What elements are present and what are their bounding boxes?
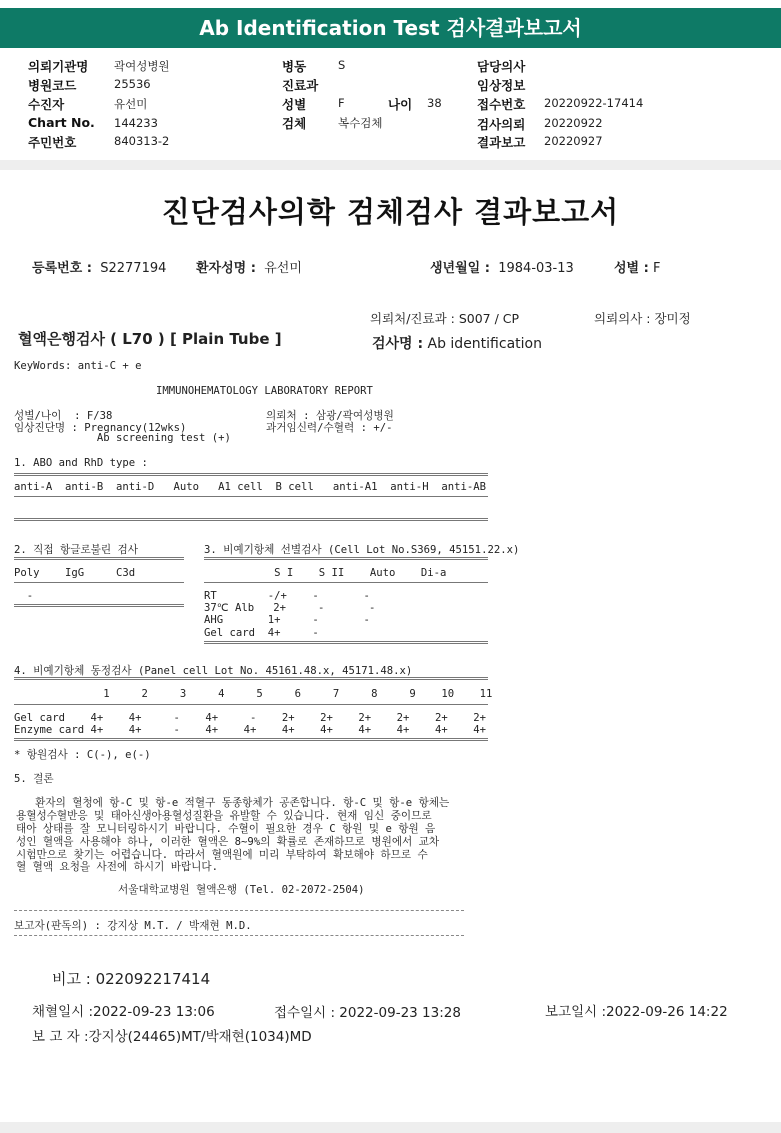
conclusion-line: 시험만으로 찾기는 어렵습니다. 따라서 혈액원에 미리 부탁하여 확보해야 하므로 수	[16, 849, 428, 861]
age-value: 38	[427, 96, 442, 110]
dat-top-rule	[14, 557, 184, 560]
receipt-time: 접수일시 : 2022-09-23 13:28	[274, 1005, 461, 1021]
section-title: 혈액은행검사 ( L70 ) [ Plain Tube ]	[18, 330, 282, 348]
reporter-bottom-rule	[14, 935, 464, 936]
blood-bank-contact: 서울대학교병원 혈액은행 (Tel. 02-2072-2504)	[118, 884, 365, 896]
hospital-label: 의뢰기관명	[28, 59, 89, 74]
test-name-value: Ab identification	[427, 336, 542, 352]
age-label: 나이	[388, 97, 413, 112]
resident-no-label: 주민번호	[28, 135, 77, 150]
sex-label: 성별	[282, 97, 307, 112]
keywords: KeyWords: anti-C + e	[14, 360, 142, 372]
birth-date-label: 생년월일 :	[430, 261, 490, 276]
request-date-label: 검사의뢰	[477, 117, 526, 132]
info-diagnosis: 임상진단명 : Pregnancy(12wks)	[14, 422, 187, 434]
panel-row-enzyme: Enzyme card 4+ 4+ - 4+ 4+ 4+ 4+ 4+ 4+ 4+ 4+	[14, 724, 486, 736]
footer-reporter	[32, 1025, 312, 1045]
requesting-doctor: 의뢰의사 : 장미정	[594, 311, 691, 326]
dat-headers: Poly IgG C3d	[14, 567, 136, 579]
dat-value: -	[14, 590, 34, 602]
resident-no-value: 840313-2	[114, 134, 170, 148]
collection-time: 채혈일시 :2022-09-23 13:06	[32, 1004, 215, 1020]
report-sex-value: F	[652, 261, 661, 276]
dat-mid-rule	[14, 582, 184, 583]
panel-mid-rule	[14, 704, 488, 705]
screening-row: AHG 1+ - -	[204, 614, 370, 626]
ward-label: 병동	[282, 59, 307, 74]
clinical-info-label: 임상정보	[477, 78, 526, 93]
report-sex	[614, 257, 660, 276]
registration-number	[32, 257, 166, 276]
report-sex-label: 성별 :	[614, 261, 649, 276]
screening-row: 37℃ Alb 2+ - -	[204, 602, 376, 614]
conclusion-line: 태아 상태를 잘 모니터링하시기 바랍니다. 수혈이 필요한 경우 C 항원 및 e 항원 음	[16, 823, 436, 835]
panel-bottom-rule	[14, 738, 488, 741]
patient-name-label: 환자성명 :	[196, 261, 256, 276]
note-value: 022092217414	[95, 970, 211, 988]
chart-no-label: Chart No.	[28, 115, 95, 130]
chart-no-value: 144233	[114, 116, 158, 130]
specimen-label: 검체	[282, 116, 307, 131]
document-title: 진단검사의학 검체검사 결과보고서	[161, 195, 620, 229]
abo-headers: anti-A anti-B anti-D Auto A1 cell B cell anti-A1 anti-H anti-AB	[14, 481, 486, 493]
report-title-bar: Ab Identification Test 검사결과보고서	[0, 8, 781, 48]
header-divider	[0, 160, 781, 170]
patient-label: 수진자	[28, 97, 65, 112]
doctor-label: 담당의사	[477, 59, 526, 74]
panel-section-title: 4. 비예기항체 동정검사 (Panel cell Lot No. 45161.48.x, 45171.48.x)	[14, 665, 413, 677]
panel-headers: 1 2 3 4 5 6 7 8 9 10 11	[14, 688, 493, 700]
patient-name	[196, 257, 302, 276]
test-name	[372, 333, 542, 353]
request-date-value: 20220922	[544, 116, 603, 130]
conclusion-title: 5. 결론	[14, 773, 54, 785]
report-time: 보고일시 :2022-09-26 14:22	[545, 1004, 728, 1020]
hospital-code-label: 병원코드	[28, 78, 77, 93]
receipt-no-value: 20220922-17414	[544, 96, 644, 110]
result-date-label: 결과보고	[477, 135, 526, 150]
screening-bottom-rule	[204, 641, 488, 644]
birth-date	[430, 257, 574, 276]
abo-bottom-rule	[14, 518, 488, 521]
screening-row: RT -/+ - -	[204, 590, 370, 602]
birth-date-value: 1984-03-13	[498, 261, 574, 276]
abo-top-rule	[14, 473, 488, 476]
info-sex-age: 성별/나이 : F/38	[14, 410, 113, 422]
info-history: 과거임신력/수혈력 : +/-	[266, 422, 393, 434]
conclusion-line: 용혈성수혈반응 및 태아신생아용혈성질환을 유발할 수 있습니다. 현재 임신 중이므로	[16, 810, 432, 822]
department-label: 진료과	[282, 78, 319, 93]
header-info	[0, 55, 781, 153]
reporter-line: 보고자(판독의) : 강지상 M.T. / 박재현 M.D.	[14, 920, 252, 932]
result-date-value: 20220927	[544, 134, 603, 148]
patient-value: 유선미	[114, 97, 148, 111]
footer-reporter-value: 강지상(24465)MT/박재현(1034)MD	[88, 1029, 312, 1045]
footer-reporter-label: 보 고 자 :	[32, 1029, 89, 1045]
hospital-value: 곽여성병원	[114, 59, 170, 73]
test-name-label: 검사명 :	[372, 336, 424, 352]
specimen-value: 복수검체	[338, 116, 383, 130]
screening-row: Gel card 4+ -	[204, 627, 319, 639]
conclusion-line: 성인 혈액을 사용해야 하나, 이러한 혈액은 8~9%의 확률로 존재하므로 병원에서 교차	[16, 836, 440, 848]
ward-value: S	[338, 58, 346, 72]
abo-mid-rule	[14, 496, 488, 497]
registration-value: S2277194	[100, 261, 167, 276]
panel-row-gel: Gel card 4+ 4+ - 4+ - 2+ 2+ 2+ 2+ 2+ 2+	[14, 712, 486, 724]
note	[52, 968, 210, 989]
conclusion-line: 환자의 혈청에 항-C 및 항-e 적혈구 동종항체가 공존합니다. 항-C 및 항-e 항체는	[16, 797, 450, 809]
screening-headers: S I S II Auto Di-a	[204, 567, 447, 579]
reporter-top-rule	[14, 910, 464, 911]
info-referrer: 의뢰처 : 삼광/곽여성병원	[266, 410, 394, 422]
info-screening: Ab screening test (+)	[14, 432, 231, 444]
antigen-test: * 항원검사 : C(-), e(-)	[14, 749, 151, 761]
screening-section-title: 3. 비예기항체 선별검사 (Cell Lot No.S369, 45151.22.x)	[204, 544, 520, 556]
dat-section-title: 2. 직접 항글로불린 검사	[14, 544, 138, 556]
note-label: 비고 :	[52, 970, 91, 988]
hospital-code-value: 25536	[114, 77, 151, 91]
dat-bottom-rule	[14, 604, 184, 607]
department-info: 의뢰처/진료과 : S007 / CP	[370, 311, 520, 326]
screening-top-rule	[204, 557, 488, 560]
bottom-band	[0, 1122, 781, 1133]
conclusion-line: 혈 혈액 요청을 사전에 하시기 바랍니다.	[16, 861, 219, 873]
sex-value: F	[338, 96, 345, 110]
panel-top-rule	[14, 677, 488, 680]
screening-mid-rule	[204, 582, 488, 583]
lab-report-title: IMMUNOHEMATOLOGY LABORATORY REPORT	[156, 385, 373, 397]
registration-label: 등록번호 :	[32, 261, 92, 276]
abo-section-title: 1. ABO and RhD type :	[14, 457, 148, 469]
receipt-no-label: 접수번호	[477, 97, 526, 112]
patient-name-value: 유선미	[264, 261, 302, 276]
